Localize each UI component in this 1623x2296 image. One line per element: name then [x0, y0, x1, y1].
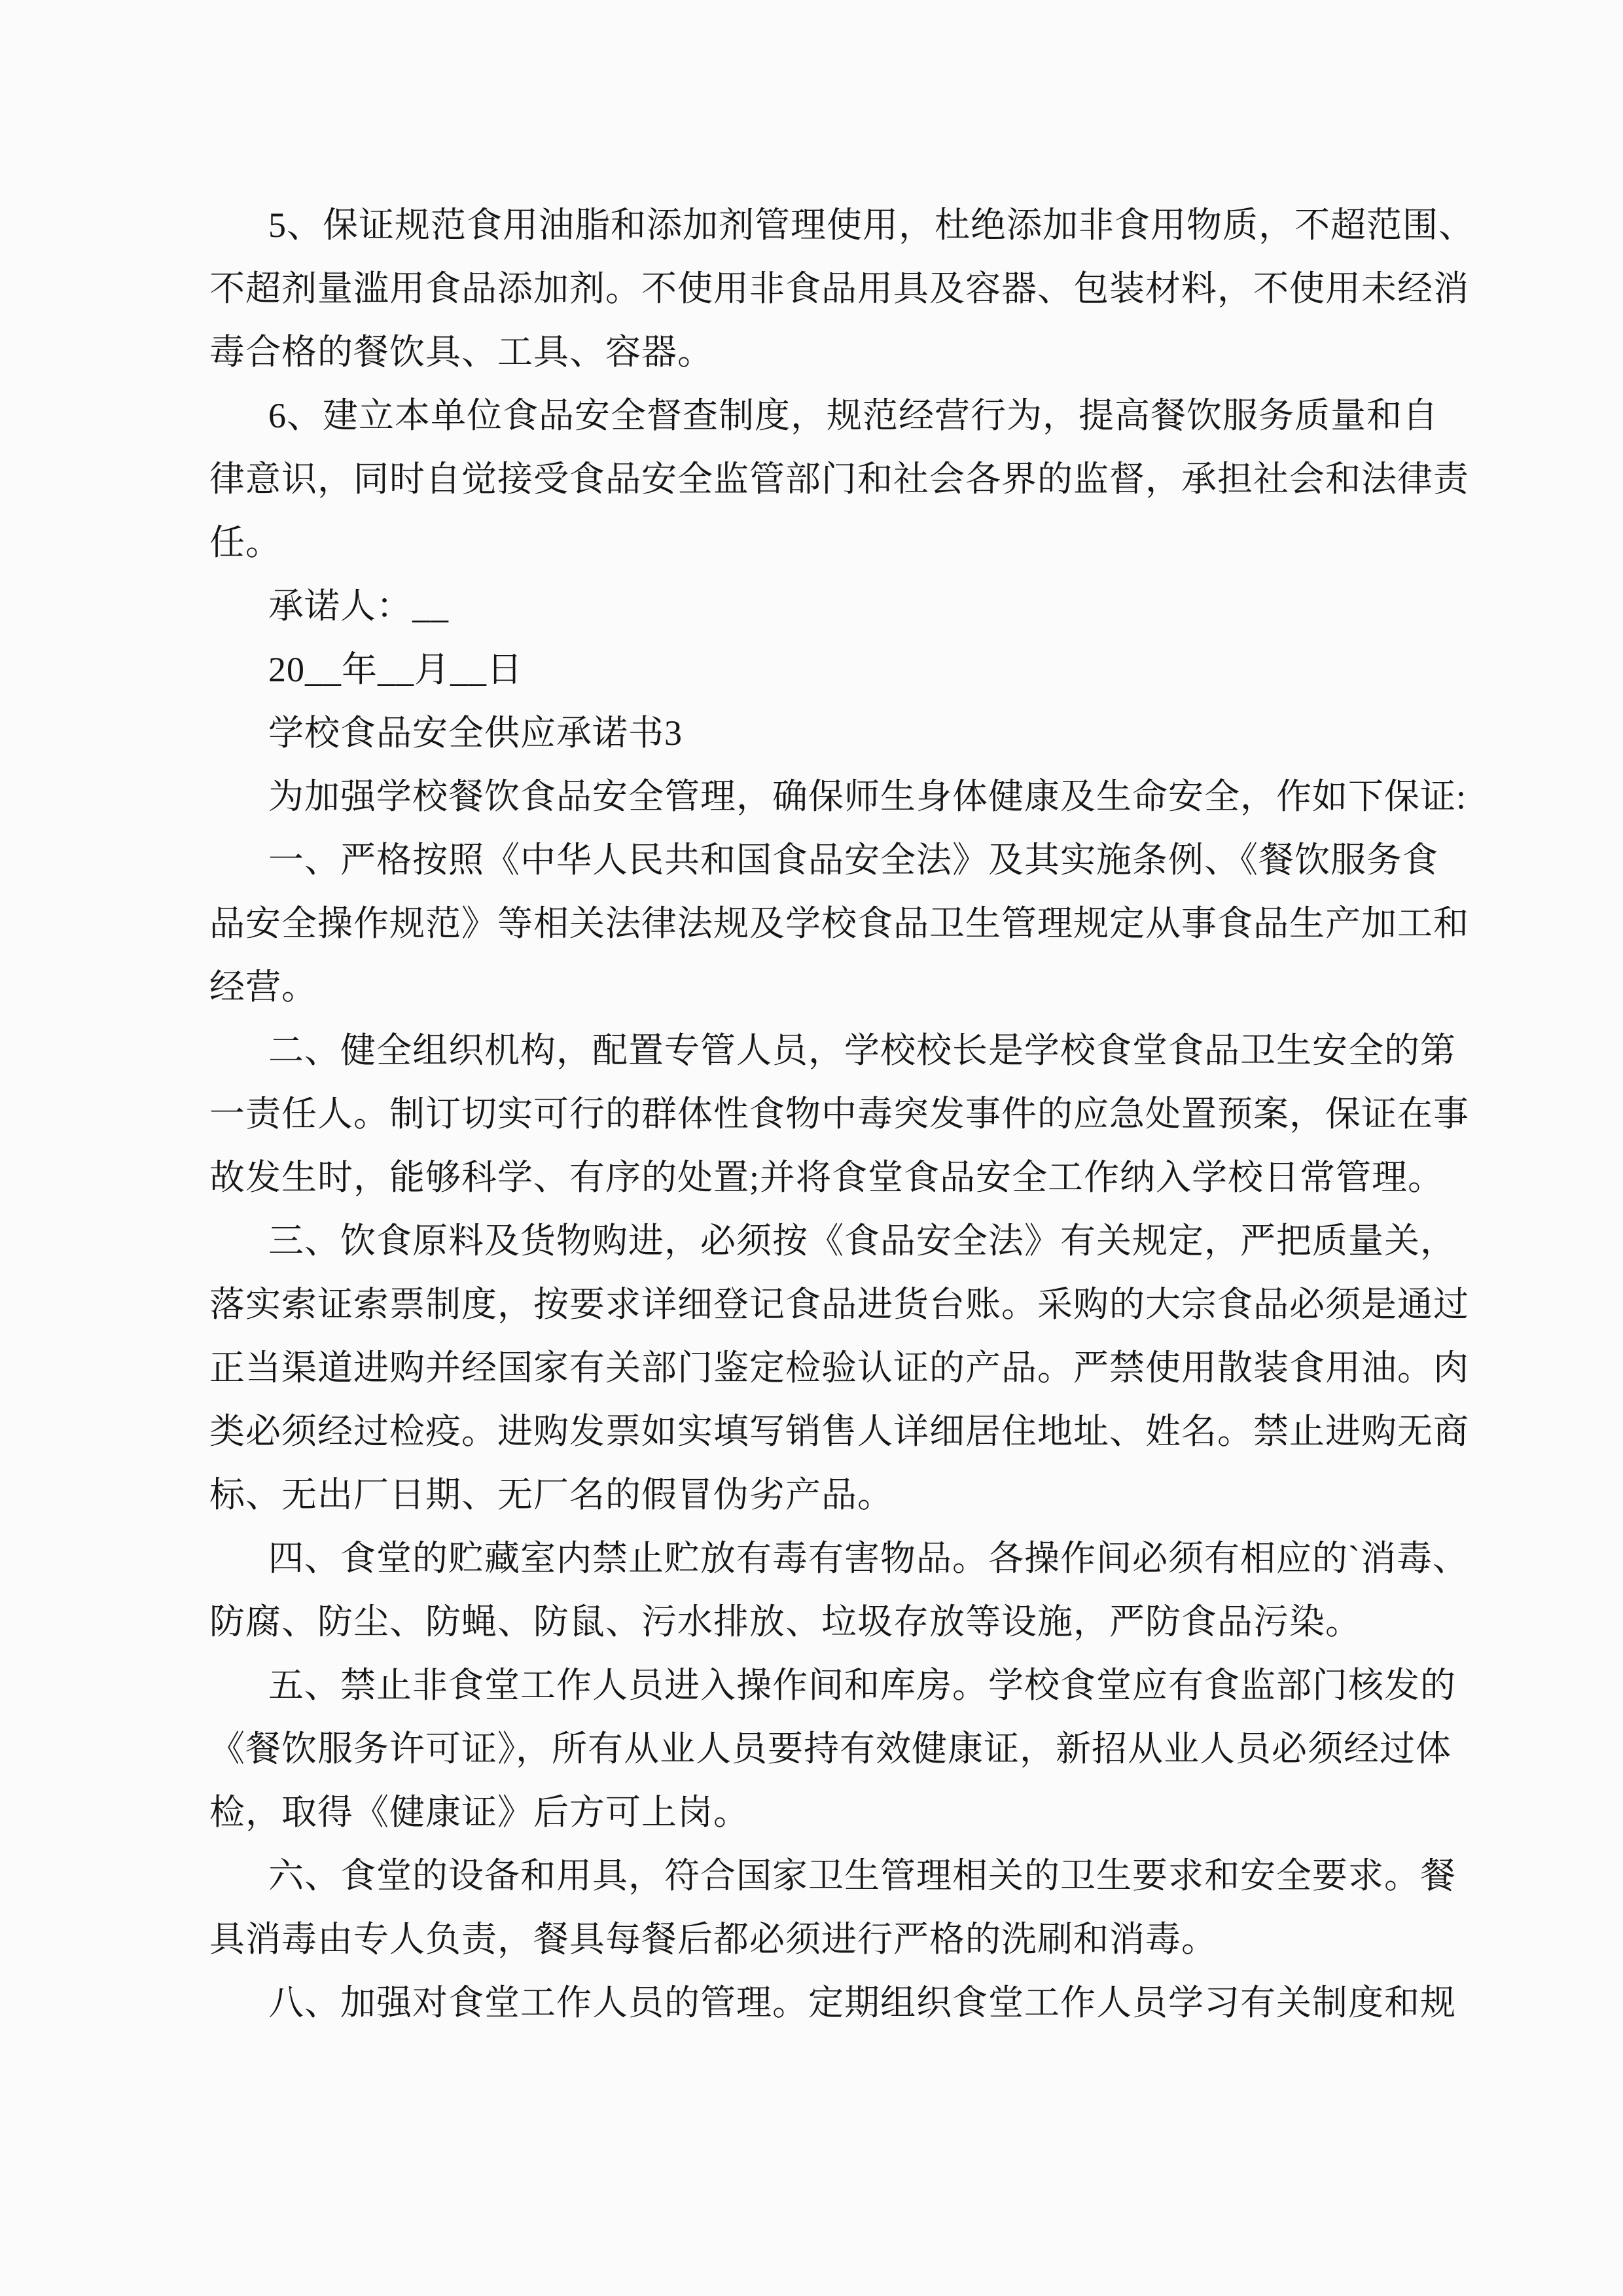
- text-line: 学校食品安全供应承诺书3: [268, 713, 683, 753]
- text-line: 毒合格的餐饮具、工具、容器。: [209, 332, 713, 372]
- text-line: 检，取得《健康证》后方可上岗。: [209, 1793, 749, 1832]
- text-line: 故发生时，能够科学、有序的处置;并将食堂食品安全工作纳入学校日常管理。: [209, 1158, 1444, 1197]
- text-line: 为加强学校餐饮食品安全管理，确保师生身体健康及生命安全，作如下保证:: [268, 777, 1467, 816]
- text-line: 标、无出厂日期、无厂名的假冒伪劣产品。: [209, 1475, 893, 1515]
- text-line: 不超剂量滥用食品添加剂。不使用非食品用具及容器、包装材料，不使用未经消: [209, 269, 1469, 308]
- text-line: 正当渠道进购并经国家有关部门鉴定检验认证的产品。严禁使用散装食用油。肉: [209, 1348, 1469, 1388]
- text-line: 二、健全组织机构，配置专管人员，学校校长是学校食堂食品卫生安全的第: [268, 1031, 1456, 1070]
- text-line: 5、保证规范食用油脂和添加剂管理使用，杜绝添加非食用物质，不超范围、: [268, 206, 1474, 245]
- text-line: 五、禁止非食堂工作人员进入操作间和库房。学校食堂应有食监部门核发的: [268, 1666, 1456, 1705]
- text-line: 20__年__月__日: [268, 650, 523, 689]
- text-line: 品安全操作规范》等相关法律法规及学校食品卫生管理规定从事食品生产加工和: [209, 904, 1469, 943]
- text-line: 一、严格按照《中华人民共和国食品安全法》及其实施条例、《餐饮服务食: [268, 840, 1438, 880]
- text-line: 《餐饮服务许可证》，所有从业人员要持有效健康证，新招从业人员必须经过体: [209, 1729, 1452, 1768]
- text-line: 6、建立本单位食品安全督查制度，规范经营行为，提高餐饮服务质量和自: [268, 396, 1438, 435]
- text-line: 八、加强对食堂工作人员的管理。定期组织食堂工作人员学习有关制度和规: [268, 1983, 1456, 2022]
- text-line: 承诺人：__: [268, 586, 449, 626]
- text-line: 类必须经过检疫。进购发票如实填写销售人详细居住地址、姓名。禁止进购无商: [209, 1412, 1469, 1451]
- text-line: 任。: [209, 523, 281, 562]
- text-line: 经营。: [209, 967, 317, 1007]
- document-text-block: [209, 194, 1474, 2035]
- text-line: 落实索证索票制度，按要求详细登记食品进货台账。采购的大宗食品必须是通过: [209, 1285, 1469, 1324]
- text-line: 具消毒由专人负责，餐具每餐后都必须进行严格的洗刷和消毒。: [209, 1920, 1217, 1959]
- text-line: 防腐、防尘、防蝇、防鼠、污水排放、垃圾存放等设施，严防食品污染。: [209, 1602, 1361, 1641]
- text-line: 四、食堂的贮藏室内禁止贮放有毒有害物品。各操作间必须有相应的`消毒、: [268, 1539, 1469, 1578]
- text-line: 六、食堂的设备和用具，符合国家卫生管理相关的卫生要求和安全要求。餐: [268, 1856, 1456, 1895]
- text-line: 三、饮食原料及货物购进，必须按《食品安全法》有关规定，严把质量关，: [268, 1221, 1456, 1261]
- text-line: 律意识，同时自觉接受食品安全监管部门和社会各界的监督，承担社会和法律责: [209, 459, 1469, 499]
- text-line: 一责任人。制订切实可行的群体性食物中毒突发事件的应急处置预案，保证在事: [209, 1094, 1469, 1134]
